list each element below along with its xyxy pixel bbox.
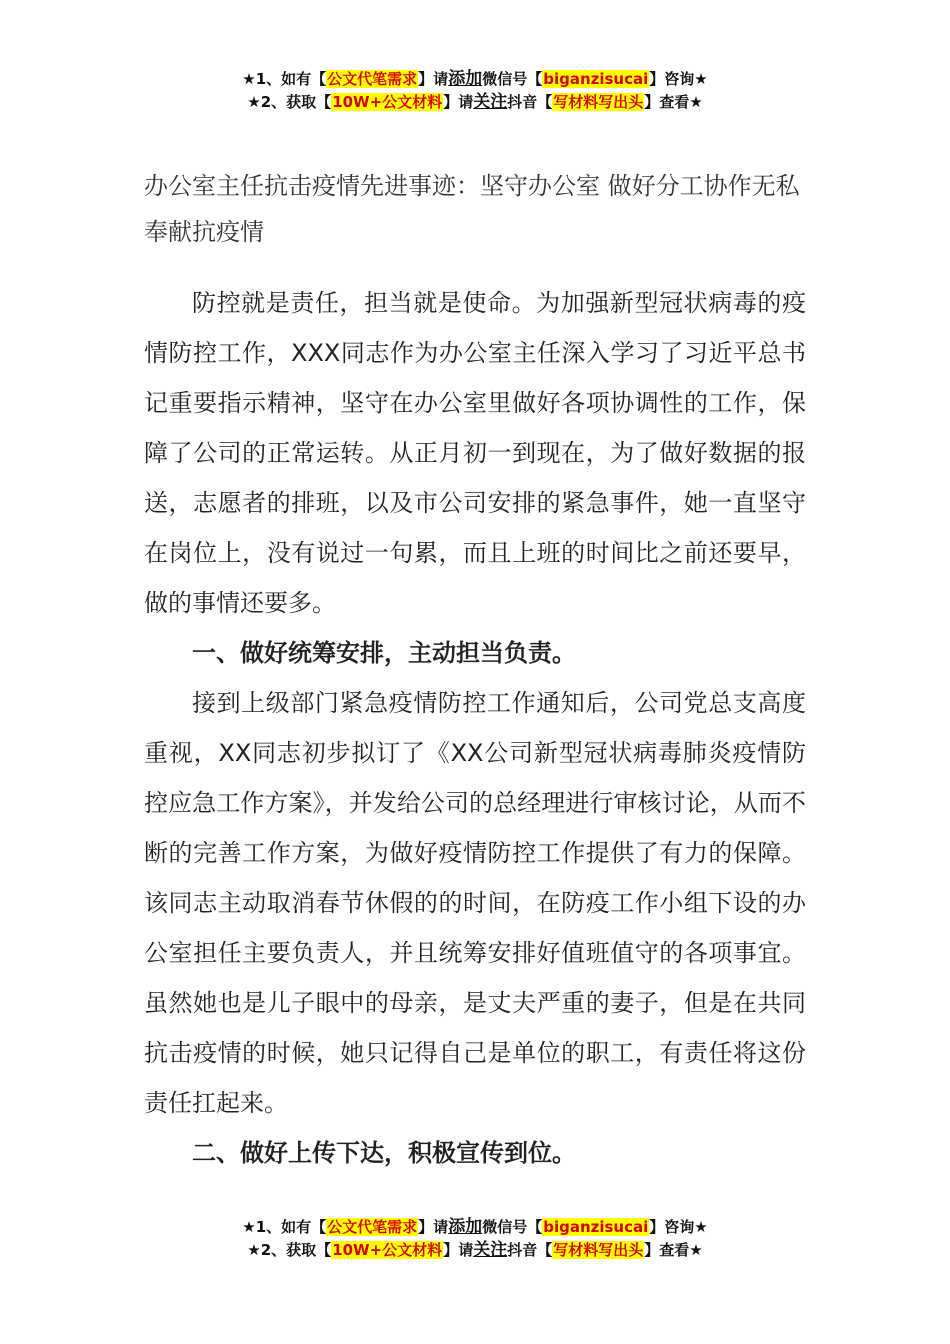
promo-line-1 bbox=[0, 1216, 950, 1239]
promo-text: 微信号【 bbox=[482, 70, 543, 88]
promo-text: ★1、如有【 bbox=[242, 1218, 327, 1236]
promo-highlight: 10W+公文材料 bbox=[332, 1241, 443, 1259]
promo-text: 】请 bbox=[418, 70, 449, 88]
document-title: 办公室主任抗击疫情先进事迹：坚守办公室 做好分工协作无私奉献抗疫情 bbox=[144, 172, 800, 246]
promo-text: 抖音【 bbox=[507, 93, 553, 111]
promo-line-2 bbox=[0, 1239, 950, 1262]
promo-text: 】查看★ bbox=[644, 1241, 703, 1259]
promo-text: 】请 bbox=[443, 93, 474, 111]
promo-banner-top bbox=[0, 68, 950, 114]
section-heading: 二、做好上传下达，积极宣传到位。 bbox=[192, 1139, 576, 1167]
wechat-id-highlight: biganzisucai bbox=[543, 70, 649, 88]
promo-highlight: 公文代笔需求 bbox=[327, 70, 418, 88]
promo-underlined: 添加 bbox=[448, 69, 483, 89]
promo-text: 】咨询★ bbox=[649, 70, 708, 88]
promo-text: 】请 bbox=[418, 1218, 449, 1236]
paragraph: 接到上级部门紧急疫情防控工作通知后，公司党总支高度重视，XX同志初步拟订了《XX公司新型冠状病毒肺炎疫情防控应急工作方案》，并发给公司的总经理进行审核讨论，从而不断的完善工作方案，为做好疫情防控工作提供了有力的保障。该同志主动取消春节休假的的时间，在防疫工作小组下设的办公室担任主要负责人，并且统筹安排好值班值守的各项事宜。虽然她也是儿子眼中的母亲，是丈夫严重的妻子，但是在共同抗击疫情的时候，她只记得自己是单位的职工，有责任将这份责任扛起来。 bbox=[144, 689, 806, 1117]
promo-underlined: 关注 bbox=[473, 1240, 508, 1260]
promo-underlined: 添加 bbox=[448, 1217, 483, 1237]
promo-text: 微信号【 bbox=[482, 1218, 543, 1236]
douyin-id-highlight: 写材料写出头 bbox=[553, 93, 644, 111]
promo-highlight: 公文代笔需求 bbox=[327, 1218, 418, 1236]
section-heading: 一、做好统筹安排，主动担当负责。 bbox=[192, 639, 576, 667]
wechat-id-highlight: biganzisucai bbox=[543, 1218, 649, 1236]
document-body bbox=[144, 278, 806, 1178]
promo-text: ★1、如有【 bbox=[242, 70, 327, 88]
promo-text: ★2、获取【 bbox=[247, 93, 332, 111]
promo-highlight: 10W+公文材料 bbox=[332, 93, 443, 111]
promo-text: 】查看★ bbox=[644, 93, 703, 111]
paragraph: 防控就是责任，担当就是使命。为加强新型冠状病毒的疫情防控工作，XXX同志作为办公室主任深入学习了习近平总书记重要指示精神，坚守在办公室里做好各项协调性的工作，保障了公司的正常运转。从正月初一到现在，为了做好数据的报送，志愿者的排班，以及市公司安排的紧急事件，她一直坚守在岗位上，没有说过一句累，而且上班的时间比之前还要早，做的事情还要多。 bbox=[144, 289, 806, 617]
promo-text: 抖音【 bbox=[507, 1241, 553, 1259]
promo-text: ★2、获取【 bbox=[247, 1241, 332, 1259]
promo-underlined: 关注 bbox=[473, 92, 508, 112]
promo-text: 】咨询★ bbox=[649, 1218, 708, 1236]
promo-text: 】请 bbox=[443, 1241, 474, 1259]
promo-line-1 bbox=[0, 68, 950, 91]
promo-banner-bottom bbox=[0, 1216, 950, 1262]
douyin-id-highlight: 写材料写出头 bbox=[553, 1241, 644, 1259]
promo-line-2 bbox=[0, 91, 950, 114]
